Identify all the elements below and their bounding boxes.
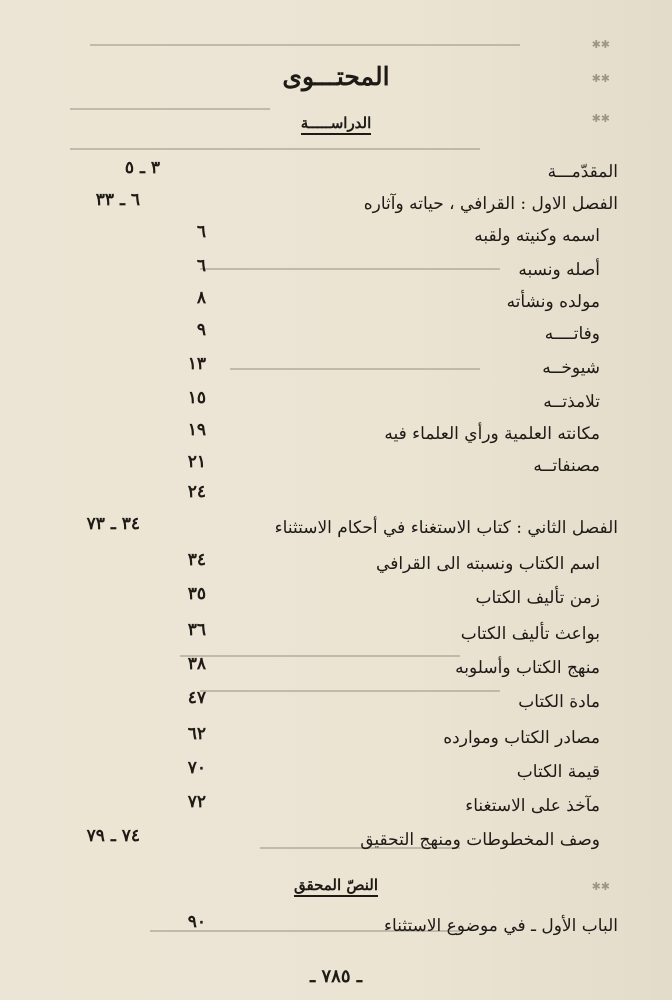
- toc-entry: [0, 550, 672, 584]
- toc-entry-label: تلامذتــه: [543, 392, 600, 412]
- toc-entry-pages: ٣٥: [187, 584, 206, 604]
- margin-mark: ✱✱: [591, 112, 610, 125]
- toc-entry: [0, 388, 672, 422]
- toc-entry: [0, 912, 672, 946]
- toc-entry-label: مولده ونشأته: [506, 292, 600, 312]
- bleed-through-line: [70, 148, 480, 150]
- section-heading-text-text: النصّ المحقق: [294, 876, 378, 897]
- margin-mark: ✱✱: [591, 880, 610, 893]
- toc-entry: [0, 826, 672, 860]
- toc-entry-pages: ١٩: [187, 420, 206, 440]
- toc-entry: [0, 620, 672, 654]
- toc-entry-pages: ١٥: [187, 388, 206, 408]
- toc-entry-pages: ٦ ـ ٣٣: [95, 190, 140, 210]
- toc-entry: [0, 792, 672, 826]
- toc-entry-label: مصنفاتــه: [533, 456, 600, 476]
- toc-entry-pages: ٦: [196, 256, 206, 276]
- toc-entry-pages: ٧٢: [187, 792, 206, 812]
- toc-entry-pages: ٢٤: [187, 482, 206, 502]
- toc-entry-label: المقدّمـــة: [547, 162, 618, 182]
- toc-entry-pages: ٣٤: [187, 550, 206, 570]
- toc-entry-label: قيمة الكتاب: [516, 762, 600, 782]
- toc-entry-label: زمن تأليف الكتاب: [475, 588, 600, 608]
- toc-entry-label: مآخذ على الاستغناء: [465, 796, 600, 816]
- page-footer-number: ـ ٧٨٥ ـ: [309, 966, 363, 987]
- toc-entry-label: اسمه وكنيته ولقبه: [474, 226, 600, 246]
- toc-entry-pages: ٨: [196, 288, 206, 308]
- toc-entry: [0, 288, 672, 322]
- toc-entry: [0, 724, 672, 758]
- toc-entry-pages: ٩٠: [187, 912, 206, 932]
- toc-entry-label: الفصل الثاني : كتاب الاستغناء في أحكام الاستثناء: [274, 518, 618, 538]
- toc-entry-label: بواعث تأليف الكتاب: [460, 624, 600, 644]
- toc-entry: [0, 190, 672, 224]
- toc-entry: [0, 584, 672, 618]
- toc-entry-pages: ٤٧: [187, 688, 206, 708]
- section-heading-study-text: الدراســـــة: [301, 114, 372, 135]
- toc-entry: [0, 758, 672, 792]
- toc-entry: [0, 514, 672, 548]
- toc-entry-pages: ٩: [196, 320, 206, 340]
- toc-entry-label: مكانته العلمية ورأي العلماء فيه: [384, 424, 600, 444]
- toc-entry: [0, 222, 672, 256]
- toc-entry-pages: ٦: [196, 222, 206, 242]
- toc-entry: [0, 158, 672, 192]
- toc-entry-pages: ٣٨: [187, 654, 206, 674]
- toc-entry: [0, 420, 672, 454]
- contents-title: المحتـــوى: [282, 62, 390, 91]
- bleed-through-line: [70, 108, 270, 110]
- toc-entry: [0, 482, 672, 516]
- toc-entry-label: مصادر الكتاب وموارده: [443, 728, 600, 748]
- toc-entry: [0, 256, 672, 290]
- toc-entry-label: الباب الأول ـ في موضوع الاستثناء: [384, 916, 618, 936]
- toc-entry-pages: ٦٢: [187, 724, 206, 744]
- toc-entry: [0, 688, 672, 722]
- toc-entry-label: شيوخــه: [542, 358, 600, 378]
- toc-entry-pages: ٧٤ ـ ٧٩: [86, 826, 140, 846]
- toc-entry-label: الفصل الاول : القرافي ، حياته وآثاره: [363, 194, 618, 214]
- toc-entry-label: أصله ونسبه: [518, 260, 600, 280]
- toc-entry-label: منهج الكتاب وأسلوبه: [455, 658, 600, 678]
- section-heading-study: [0, 114, 672, 132]
- toc-entry-pages: ٣٤ ـ ٧٣: [86, 514, 140, 534]
- toc-entry: [0, 320, 672, 354]
- bleed-through-line: [90, 44, 520, 46]
- toc-entry-label: وصف المخطوطات ومنهج التحقيق: [360, 830, 600, 850]
- toc-entry-pages: ١٣: [187, 354, 206, 374]
- toc-entry: [0, 452, 672, 486]
- toc-entry: [0, 654, 672, 688]
- margin-mark: ✱✱: [591, 72, 610, 85]
- toc-entry: [0, 354, 672, 388]
- toc-entry-label: مادة الكتاب: [518, 692, 600, 712]
- section-heading-text: [0, 876, 672, 894]
- toc-entry-pages: ٣٦: [187, 620, 206, 640]
- toc-entry-label: اسم الكتاب ونسبته الى القرافي: [376, 554, 600, 574]
- toc-entry-pages: ٣ ـ ٥: [124, 158, 160, 178]
- toc-entry-pages: ٢١: [187, 452, 206, 472]
- toc-entry-pages: ٧٠: [187, 758, 206, 778]
- margin-mark: ✱✱: [591, 38, 610, 51]
- toc-entry-label: وفاتــــه: [544, 324, 600, 344]
